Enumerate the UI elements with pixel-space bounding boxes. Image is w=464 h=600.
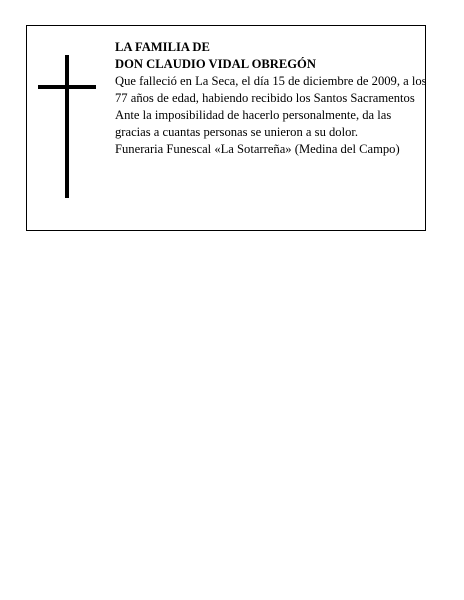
notice-text bbox=[115, 39, 427, 158]
deceased-name: DON CLAUDIO VIDAL OBREGÓN bbox=[115, 57, 316, 71]
death-announcement: Que falleció en La Seca, el día 15 de diciembre de 2009, a los 77 años de edad, habiendo recibido los Santos Sacramentos bbox=[115, 74, 427, 105]
gratitude-message: Ante la imposibilidad de hacerlo personalmente, da las gracias a cuantas personas se unieron a su dolor. bbox=[115, 108, 392, 139]
cross-vertical-bar bbox=[65, 55, 69, 198]
family-heading: LA FAMILIA DE bbox=[115, 40, 210, 54]
cross-horizontal-bar bbox=[38, 85, 96, 89]
funeral-home: Funeraria Funescal «La Sotarreña» (Medina del Campo) bbox=[115, 142, 400, 156]
obituary-notice bbox=[26, 25, 426, 231]
